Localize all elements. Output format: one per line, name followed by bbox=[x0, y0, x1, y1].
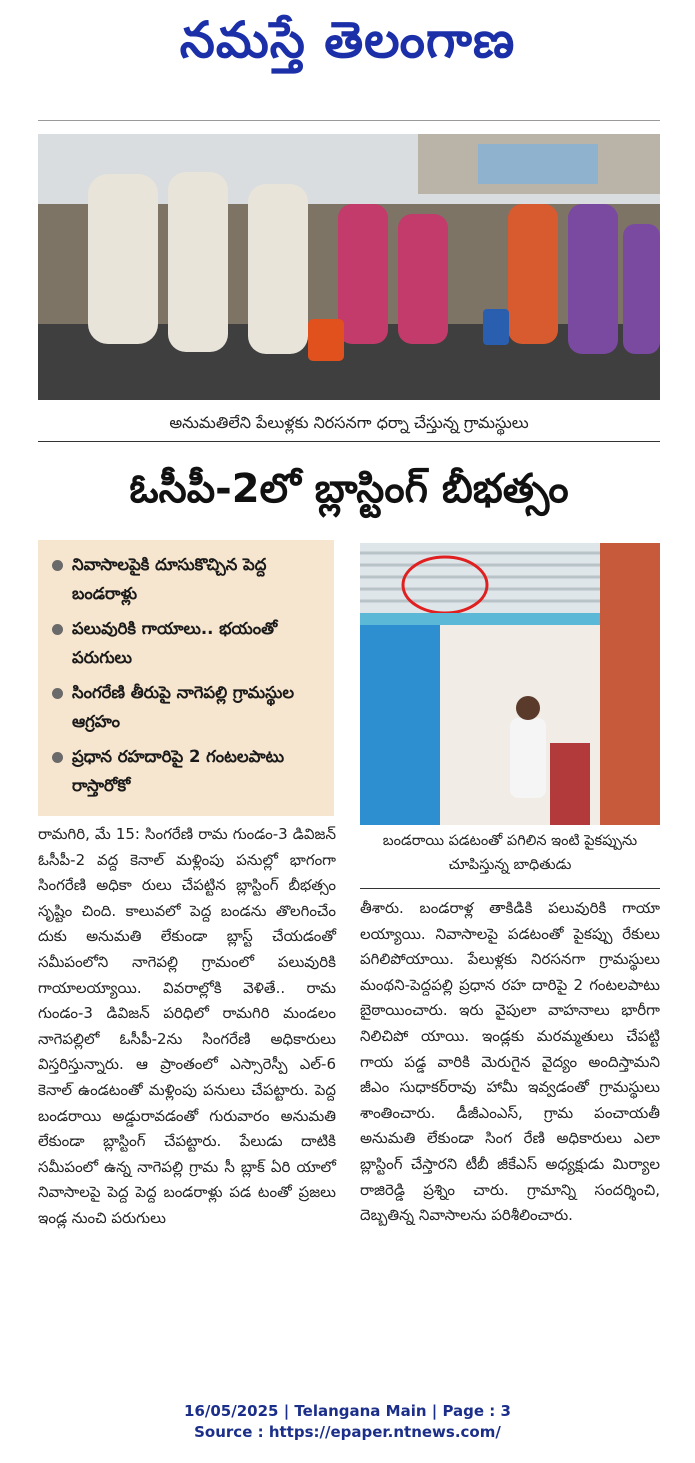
footer-info: 16/05/2025 | Telangana Main | Page : 3 bbox=[184, 1402, 511, 1420]
article-headline: ఓసీపీ-2లో బ్లాస్టింగ్ బీభత్సం bbox=[129, 466, 569, 512]
summary-item: ప్రధాన రహదారిపై 2 గంటలపాటు రాస్తారోకో bbox=[38, 742, 334, 800]
protest-photo bbox=[38, 134, 660, 400]
masthead-logo: నమస్తే తెలంగాణ bbox=[179, 11, 516, 69]
summary-item: నివాసాలపైకి దూసుకొచ్చిన పెద్ద బండరాళ్లు bbox=[38, 550, 334, 608]
footer-date: 16/05/2025 bbox=[184, 1402, 279, 1420]
top-photo-caption: అనుమతిలేని పేలుళ్లకు నిరసనగా ధర్నా చేస్తున్న గ్రామస్థులు bbox=[38, 405, 660, 442]
protest-photo-illustration bbox=[38, 134, 660, 400]
caption-divider bbox=[360, 888, 660, 889]
article-paragraph: రామగిరి, మే 15: సింగరేణి రామ గుండం-3 డివిజన్ ఓసీపీ-2 వద్ద కెనాల్ మళ్లింపు పనుల్లో భాగంగా సింగరేణి అధికా రులు చేపట్టిన బ్లాస్టింగ్ బీభత్సం సృష్టిం చింది. కాలువలో పెద్ద బండను తొలగించేం దుకు అనుమతి లేకుండా బ్లాస్ట్ చేయడంతో సమీపంలోని నాగెపల్లి గ్రామంలో పలువురికి గాయాలయ్యాయి. వివరాల్లోకి వెళితే.. రామ గుండం-3 డివిజన్ పరిధిలో రామగిరి మండలం నాగెపల్లిలో ఓసీపీ-2ను సింగరేణి అధికారులు విస్తరిస్తున్నారు. ఆ ప్రాంతంలో ఎస్సారెస్పీ ఎల్-6 కెనాల్ ఉండటంతో మళ్లింపు పనులు చేపట్టారు. పెద్ద బండరాయి అడ్డురావడంతో గురువారం అనుమతి లేకుండా బ్లాస్టింగ్ చేపట్టారు. పేలుడు దాటికి సమీపంలో ఉన్న నాగెపల్లి గ్రామ సీ బ్లాక్ ఏరి యాలో నివాసాలపై పెద్ద పెద్ద బండరాళ్లు పడ టంతో ప్రజలు ఇండ్ల నుంచి పరుగులు bbox=[38, 825, 336, 1227]
article-body-column-1 bbox=[38, 822, 336, 1232]
right-photo-caption: బండరాయి పడటంతో పగిలిన ఇంటి పైకప్పును చూపిస్తున్న బాధితుడు bbox=[382, 833, 638, 873]
article-body-column-2 bbox=[360, 896, 660, 1229]
summary-box bbox=[38, 540, 334, 816]
bullet-icon bbox=[52, 560, 63, 571]
summary-item: పలువురికి గాయాలు.. భయంతో పరుగులు bbox=[38, 614, 334, 672]
footer-edition: Telangana Main bbox=[294, 1402, 427, 1420]
bullet-icon bbox=[52, 624, 63, 635]
bullet-icon bbox=[52, 688, 63, 699]
bullet-icon bbox=[52, 752, 63, 763]
summary-item: సింగరేణి తీరుపై నాగెపల్లి గ్రామస్థుల ఆగ్రహం bbox=[38, 678, 334, 736]
footer-source: Source : https://epaper.ntnews.com/ bbox=[194, 1423, 501, 1441]
footer-page: Page : 3 bbox=[442, 1402, 511, 1420]
damaged-roof-photo bbox=[360, 543, 660, 825]
article-paragraph: తీశారు. బండరాళ్ల తాకిడికి పలువురికి గాయా లయ్యాయి. నివాసాలపై పడటంతో పైకప్పు రేకులు పగిలిపోయాయి. పేలుళ్లకు నిరసనగా గ్రామస్థులు మంథని-పెద్దపల్లి ప్రధాన రహ దారిపై 2 గంటలపాటు బైఠాయించారు. ఇరు వైపులా వాహనాలు భారీగా నిలిచిపో యాయి. ఇండ్లకు మరమ్మతులు చేపట్టి గాయ పడ్డ వారికి మెరుగైన వైద్యం అందిస్తామని జీఎం సుధాకర్‌రావు హామీ ఇవ్వడంతో గ్రామస్థులు శాంతించారు. డీజీఎంఎస్, గ్రామ పంచాయతీ అనుమతి లేకుండా సింగ రేణి అధికారులు ఎలా బ్లాస్టింగ్ చేస్తారని టీబీ జీకేఎస్ అధ్యక్షుడు మిర్యాల రాజిరెడ్డి ప్రశ్నిం చారు. గ్రామాన్ని సందర్శించి, దెబ్బతిన్న నివాసాలను పరిశీలించారు. bbox=[360, 899, 660, 1225]
damaged-roof-illustration bbox=[360, 543, 660, 825]
masthead-divider bbox=[38, 120, 660, 121]
